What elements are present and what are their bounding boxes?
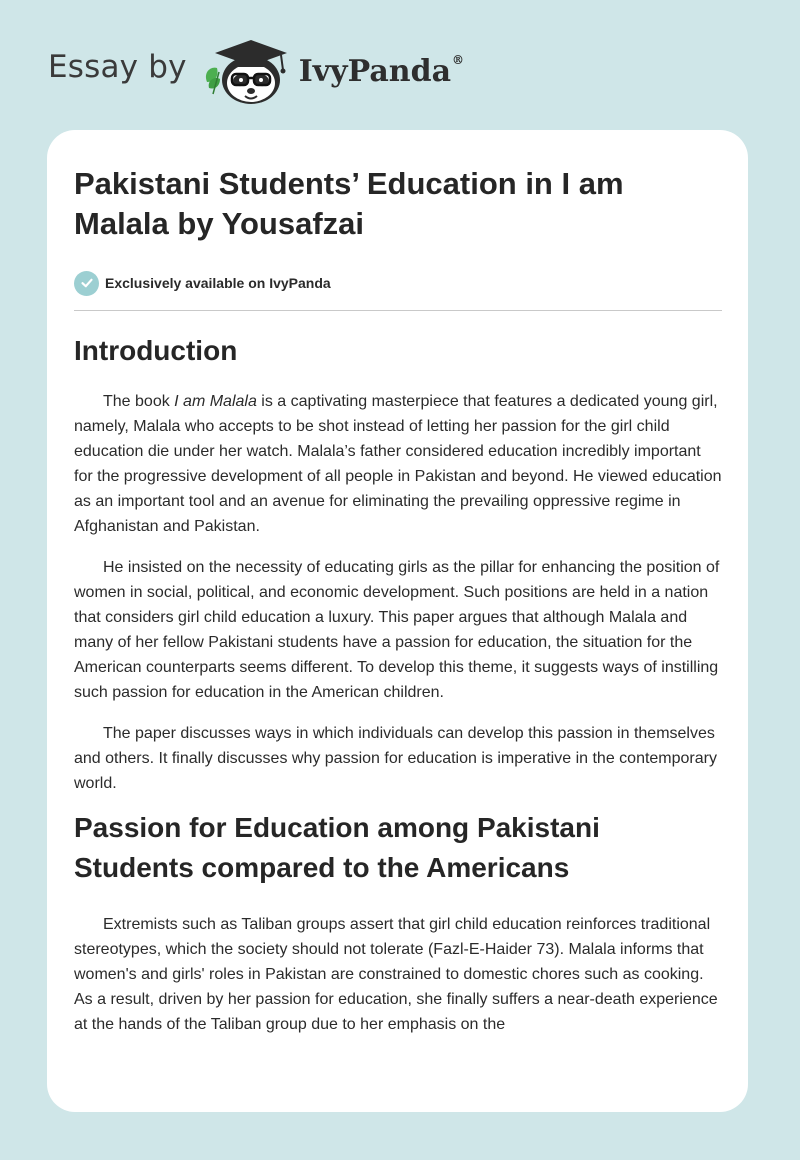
paragraph: The paper discusses ways in which individuals can develop this passion in themselves and others. It finally discusses why passion for education is imperative in the contemporary world. [74, 725, 717, 792]
site-header [48, 36, 464, 106]
paragraph: He insisted on the necessity of educating girls as the pillar for enhancing the position of women in social, political, and economic development. Such positions are held in a nation that considers girl child education a luxury. This paper argues that although Malala and many of her fellow Pakistani students have a passion for education, the situation for the American counterparts seems different. To develop this theme, it suggests ways of instilling such passion for education in the American children. [74, 559, 720, 701]
brand-name[interactable] [299, 54, 464, 89]
registered-mark: ® [452, 52, 465, 67]
essay-content [74, 164, 722, 1037]
essay-title: Pakistani Students’ Education in I am Malala by Yousafzai [74, 166, 624, 241]
divider [74, 310, 722, 311]
brand-text: IvyPanda [298, 53, 452, 89]
check-circle-icon [74, 271, 99, 296]
essay-by-label: Essay by [48, 49, 187, 85]
paragraph [74, 389, 722, 539]
section-heading-passion: Passion for Education among Pakistani Students compared to the Americans [74, 812, 600, 883]
exclusive-badge [74, 270, 722, 296]
paragraph-text-start: The book [103, 393, 175, 410]
book-title: I am Malala [174, 393, 257, 410]
exclusive-label: Exclusively available on IvyPanda [105, 275, 331, 291]
paragraph: Extremists such as Taliban groups assert that girl child education reinforces traditional stereotypes, which the society should not tolerate (Fazl-E-Haider 73). Malala informs that women's and girls' roles in Pakistan are constrained to domestic chores such as cooking. As a result, driven by her passion for education, she finally suffers a near-death experience at the hands of the Taliban group due to her emphasis on the [74, 916, 718, 1033]
panda-logo-icon[interactable] [201, 36, 295, 106]
paragraph-text-rest: is a captivating masterpiece that features a dedicated young girl, namely, Malala who accepts to be shot instead of letting her passion for the girl child education die under her watch. Malala’s father considered education incredibly important for the progressive development of all people in Pakistan and beyond. He viewed education as an important tool and an avenue for eliminating the prevailing oppressive regime in Afghanistan and Pakistan. [74, 393, 722, 535]
essay-card [47, 130, 748, 1112]
section-heading-introduction: Introduction [74, 335, 238, 366]
